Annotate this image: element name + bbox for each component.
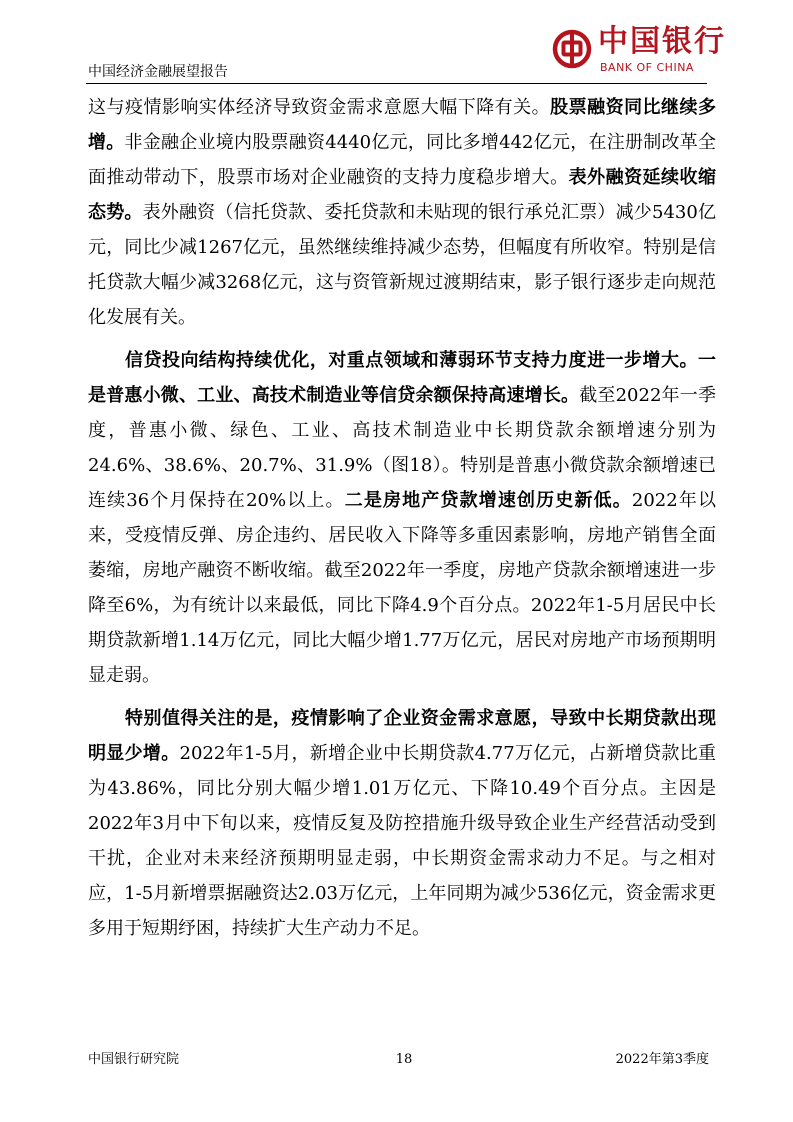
header-divider <box>86 83 707 84</box>
paragraph <box>88 90 716 335</box>
text-run: 这与疫情影响实体经济导致资金需求意愿大幅下降有关。 <box>88 97 551 118</box>
text-run: 表外融资（信托贷款、委托贷款和未贴现的银行承兑汇票）减少5430亿元，同比少减1267亿元，虽然继续维持减少态势，但幅度有所收窄。特别是信托贷款大幅少减3268亿元，这与资管新规过渡期结束，影子银行逐步走向规范化发展有关。 <box>88 202 717 328</box>
paragraph <box>88 343 716 693</box>
report-title: 中国经济金融展望报告 <box>88 64 228 80</box>
text-run: 2022年1-5月，新增企业中长期贷款4.77万亿元，占新增贷款比重为43.86%，同比分别大幅少增1.01万亿元、下降10.49个百分点。主因是2022年3月中下旬以来，疫情反复及防控措施升级导致企业生产经营活动受到干扰，企业对未来经济预期明显走弱，中长期资金需求动力不足。与之相对应，1-5月新增票据融资达2.03万亿元，上年同期为减少536亿元，资金需求更多用于短期纾困，持续扩大生产动力不足。 <box>88 743 717 939</box>
report-body <box>88 90 716 946</box>
bold-heading: 股票融资同比继续多增。 <box>88 97 717 153</box>
logo-name-cn: 中国银行 <box>598 24 726 59</box>
bold-heading: 信贷投向结构持续优化，对重点领域和薄弱环节支持力度进一步增大。一是普惠小微、工业、高技术制造业等信贷余额保持高速增长。 <box>88 350 716 406</box>
text-run: 2022年以来，受疫情反弹、房企违约、居民收入下降等多重因素影响，房地产销售全面萎缩，房地产融资不断收缩。截至2022年一季度，房地产贷款余额增速进一步降至6%，为有统计以来最低，同比下降4.9个百分点。2022年1-5月居民中长期贷款新增1.14万亿元，同比大幅少增1.77万亿元，居民对房地产市场预期明显走弱。 <box>88 490 717 686</box>
bold-heading: 特别值得关注的是，疫情影响了企业资金需求意愿，导致中长期贷款出现明显少增。 <box>88 708 716 764</box>
text-run: 非金融企业境内股票融资4440亿元，同比多增442亿元，在注册制改革全面推动带动下，股票市场对企业融资的支持力度稳步增大。 <box>88 132 717 188</box>
bold-heading: 表外融资延续收缩态势。 <box>88 167 717 223</box>
logo-name-en: BANK OF CHINA <box>600 61 694 74</box>
bank-of-china-emblem-icon <box>552 29 592 69</box>
footer-period: 2022年第3季度 <box>615 1052 709 1067</box>
text-run: 截至2022年一季度，普惠小微、绿色、工业、高技术制造业中长期贷款余额增速分别为24.6%、38.6%、20.7%、31.9%（图18）。特别是普惠小微贷款余额增速已连续36个月保持在20%以上。 <box>88 385 716 511</box>
footer-institution: 中国银行研究院 <box>88 1052 180 1067</box>
bank-logo <box>552 23 726 79</box>
page-number: 18 <box>395 1052 413 1067</box>
paragraph <box>88 701 716 946</box>
bold-heading: 二是房地产贷款增速创历史新低。 <box>344 490 632 511</box>
